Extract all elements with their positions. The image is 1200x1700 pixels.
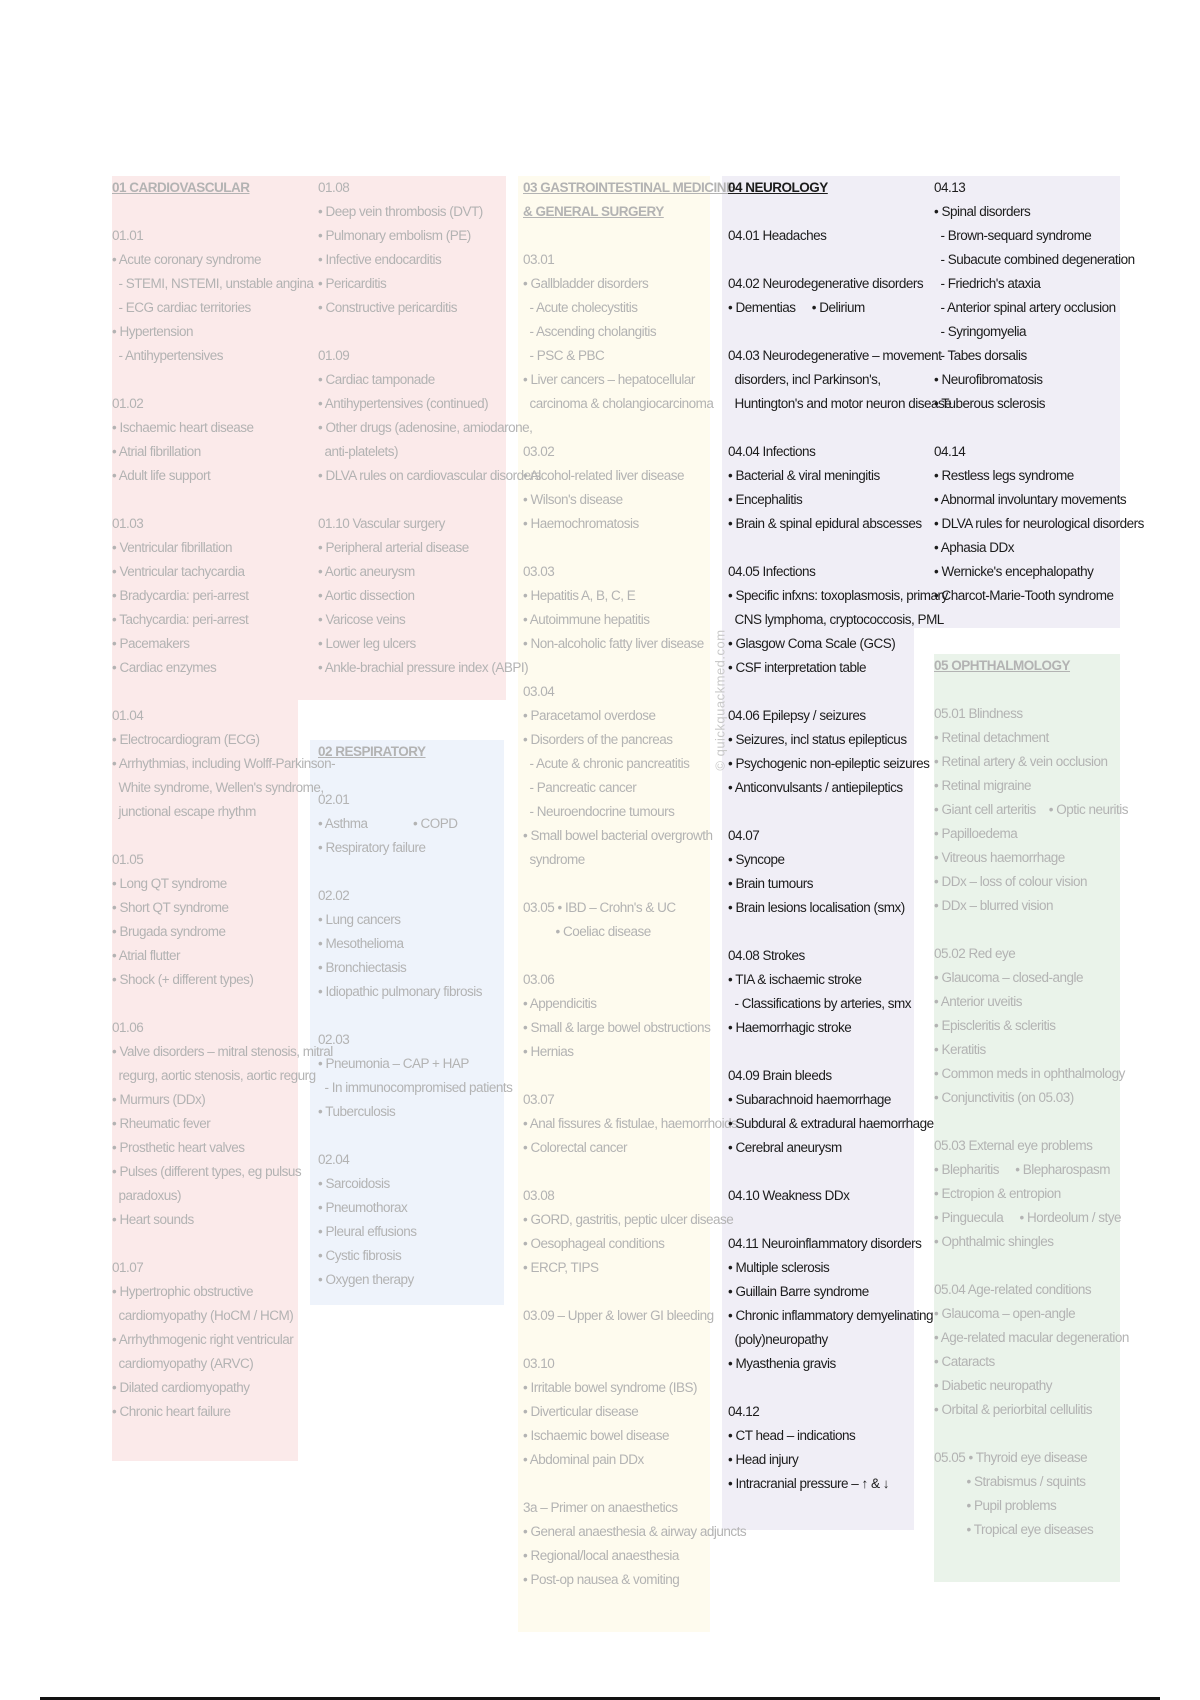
list-item: 04.11 Neuroinflammatory disorders bbox=[728, 1236, 922, 1251]
list-item: • Pleural effusions bbox=[318, 1224, 417, 1239]
spacer bbox=[318, 1004, 512, 1028]
list-item: • Chronic inflammatory demyelinating bbox=[728, 1308, 934, 1323]
list-item: • Atrial flutter bbox=[112, 948, 181, 963]
spacer bbox=[112, 992, 335, 1016]
spacer bbox=[728, 320, 951, 344]
list-item: • Rheumatic fever bbox=[112, 1116, 211, 1131]
list-item: • Pulses (different types, eg pulsus bbox=[112, 1164, 302, 1179]
list-item: cardiomyopathy (HoCM / HCM) bbox=[112, 1308, 294, 1323]
section-title: & GENERAL SURGERY bbox=[523, 204, 664, 219]
spacer bbox=[934, 1254, 1129, 1278]
list-item: • Valve disorders – mitral stenosis, mitral bbox=[112, 1044, 333, 1059]
list-item: • Hernias bbox=[523, 1044, 574, 1059]
list-item: • Syncope bbox=[728, 852, 785, 867]
list-item: • Multiple sclerosis bbox=[728, 1260, 830, 1275]
list-item: • Disorders of the pancreas bbox=[523, 732, 673, 747]
list-item: 04.02 Neurodegenerative disorders bbox=[728, 276, 924, 291]
list-item: 01.06 bbox=[112, 1020, 144, 1035]
spacer bbox=[112, 200, 335, 224]
list-item: 02.03 bbox=[318, 1032, 350, 1047]
list-item: - Ascending cholangitis bbox=[523, 324, 657, 339]
list-item: syndrome bbox=[523, 852, 585, 867]
list-item: 03.01 bbox=[523, 252, 555, 267]
list-item: - Subacute combined degeneration bbox=[934, 252, 1135, 267]
list-item: • Short QT syndrome bbox=[112, 900, 229, 915]
spacer bbox=[523, 1160, 746, 1184]
list-item: • Cataracts bbox=[934, 1354, 995, 1369]
list-item: • Vitreous haemorrhage bbox=[934, 850, 1065, 865]
list-item: White syndrome, Wellen's syndrome, bbox=[112, 780, 324, 795]
spacer bbox=[112, 824, 335, 848]
list-item: • Episcleritis & scleritis bbox=[934, 1018, 1056, 1033]
list-item: • Pericarditis bbox=[318, 276, 387, 291]
list-item: • Anticonvulsants / antiepileptics bbox=[728, 780, 903, 795]
list-item: - STEMI, NSTEMI, unstable angina bbox=[112, 276, 314, 291]
list-item: • Ischaemic heart disease bbox=[112, 420, 254, 435]
neurology-continued-column bbox=[934, 176, 1144, 608]
list-item: • Abnormal involuntary movements bbox=[934, 492, 1127, 507]
list-item: • Cerebral aneurysm bbox=[728, 1140, 842, 1155]
list-item: • Diverticular disease bbox=[523, 1404, 639, 1419]
list-item: 04.09 Brain bleeds bbox=[728, 1068, 832, 1083]
spacer bbox=[728, 200, 951, 224]
list-item: 01.03 bbox=[112, 516, 144, 531]
section-title: 02 RESPIRATORY bbox=[318, 744, 426, 759]
list-item: 01.05 bbox=[112, 852, 144, 867]
list-item: 03.08 bbox=[523, 1188, 555, 1203]
spacer bbox=[112, 680, 335, 704]
list-item: • Restless legs syndrome bbox=[934, 468, 1074, 483]
list-item: • Charcot-Marie-Tooth syndrome bbox=[934, 588, 1114, 603]
list-item: • Orbital & periorbital cellulitis bbox=[934, 1402, 1093, 1417]
list-item: • Constructive pericarditis bbox=[318, 300, 458, 315]
list-item: • TIA & ischaemic stroke bbox=[728, 972, 862, 987]
list-item: • Infective endocarditis bbox=[318, 252, 442, 267]
list-item: 03.03 bbox=[523, 564, 555, 579]
list-item: • Cardiac enzymes bbox=[112, 660, 217, 675]
list-item: 01.01 bbox=[112, 228, 144, 243]
list-item: - In immunocompromised patients bbox=[318, 1080, 513, 1095]
spacer bbox=[934, 1422, 1129, 1446]
list-item: • Subarachnoid haemorrhage bbox=[728, 1092, 891, 1107]
spacer bbox=[728, 1160, 951, 1184]
list-item: 01.07 bbox=[112, 1260, 144, 1275]
spacer bbox=[318, 1124, 512, 1148]
list-item: • Common meds in ophthalmology bbox=[934, 1066, 1125, 1081]
list-item: 02.04 bbox=[318, 1152, 350, 1167]
list-item: • Giant cell arteritis • Optic neuritis bbox=[934, 802, 1129, 817]
list-item: 05.04 Age-related conditions bbox=[934, 1282, 1092, 1297]
section-title: 03 GASTROINTESTINAL MEDICINE bbox=[523, 180, 735, 195]
list-item: 04.06 Epilepsy / seizures bbox=[728, 708, 866, 723]
list-item: - Neuroendocrine tumours bbox=[523, 804, 675, 819]
spacer bbox=[728, 536, 951, 560]
list-item: • Brain tumours bbox=[728, 876, 814, 891]
list-item: • Anal fissures & fistulae, haemorrhoids bbox=[523, 1116, 738, 1131]
spacer bbox=[318, 320, 541, 344]
list-item: • Dilated cardiomyopathy bbox=[112, 1380, 250, 1395]
list-item: • Hypertension bbox=[112, 324, 194, 339]
list-item: • Coeliac disease bbox=[523, 924, 651, 939]
spacer bbox=[523, 416, 746, 440]
list-item: - Antihypertensives bbox=[112, 348, 224, 363]
list-item: 03.07 bbox=[523, 1092, 555, 1107]
list-item: • Retinal artery & vein occlusion bbox=[934, 754, 1108, 769]
neurology-column bbox=[728, 176, 951, 1496]
list-item: - Classifications by arteries, smx bbox=[728, 996, 912, 1011]
list-item: • Varicose veins bbox=[318, 612, 406, 627]
list-item: • Bradycardia: peri-arrest bbox=[112, 588, 249, 603]
list-item: • Haemochromatosis bbox=[523, 516, 639, 531]
spacer bbox=[934, 918, 1129, 942]
list-item: • Glaucoma – open-angle bbox=[934, 1306, 1076, 1321]
list-item: • Encephalitis bbox=[728, 492, 803, 507]
list-item: (poly)neuropathy bbox=[728, 1332, 828, 1347]
list-item: • Tuberous sclerosis bbox=[934, 396, 1046, 411]
list-item: • Glasgow Coma Scale (GCS) bbox=[728, 636, 896, 651]
list-item: 04.08 Strokes bbox=[728, 948, 805, 963]
list-item: • Conjunctivitis (on 05.03) bbox=[934, 1090, 1074, 1105]
list-item: carcinoma & cholangiocarcinoma bbox=[523, 396, 714, 411]
list-item: 01.09 bbox=[318, 348, 350, 363]
list-item: • Bronchiectasis bbox=[318, 960, 407, 975]
list-item: • Liver cancers – hepatocellular bbox=[523, 372, 695, 387]
list-item: - Acute cholecystitis bbox=[523, 300, 638, 315]
list-item: • DDx – loss of colour vision bbox=[934, 874, 1088, 889]
list-item: 05.02 Red eye bbox=[934, 946, 1016, 961]
list-item: • Oxygen therapy bbox=[318, 1272, 414, 1287]
list-item: anti-platelets) bbox=[318, 444, 399, 459]
list-item: Huntington's and motor neuron disease bbox=[728, 396, 952, 411]
list-item: - Acute & chronic pancreatitis bbox=[523, 756, 690, 771]
spacer bbox=[523, 536, 746, 560]
list-item: • Post-op nausea & vomiting bbox=[523, 1572, 680, 1587]
list-item: - ECG cardiac territories bbox=[112, 300, 251, 315]
list-item: • Sarcoidosis bbox=[318, 1176, 390, 1191]
list-item: • Strabismus / squints bbox=[934, 1474, 1086, 1489]
list-item: • Seizures, incl status epilepticus bbox=[728, 732, 907, 747]
spacer bbox=[934, 1110, 1129, 1134]
list-item: • Bacterial & viral meningitis bbox=[728, 468, 880, 483]
list-item: 02.01 bbox=[318, 792, 350, 807]
list-item: • DLVA rules on cardiovascular disorders bbox=[318, 468, 541, 483]
list-item: • Long QT syndrome bbox=[112, 876, 227, 891]
list-item: • Prosthetic heart valves bbox=[112, 1140, 245, 1155]
list-item: • Lower leg ulcers bbox=[318, 636, 416, 651]
list-item: 03.09 – Upper & lower GI bleeding bbox=[523, 1308, 714, 1323]
list-item: • CSF interpretation table bbox=[728, 660, 867, 675]
list-item: • Hypertrophic obstructive bbox=[112, 1284, 254, 1299]
list-item: junctional escape rhythm bbox=[112, 804, 256, 819]
list-item: • Acute coronary syndrome bbox=[112, 252, 262, 267]
list-item: 05.05 • Thyroid eye disease bbox=[934, 1450, 1088, 1465]
list-item: • Pacemakers bbox=[112, 636, 190, 651]
list-item: - Pancreatic cancer bbox=[523, 780, 637, 795]
list-item: • Wilson's disease bbox=[523, 492, 623, 507]
list-item: • Dementias • Delirium bbox=[728, 300, 865, 315]
list-item: • Neurofibromatosis bbox=[934, 372, 1043, 387]
list-item: - Anterior spinal artery occlusion bbox=[934, 300, 1116, 315]
list-item: • DLVA rules for neurological disorders bbox=[934, 516, 1144, 531]
list-item: CNS lymphoma, cryptococcosis, PML bbox=[728, 612, 944, 627]
list-item: • Pneumothorax bbox=[318, 1200, 408, 1215]
list-item: • Retinal detachment bbox=[934, 730, 1049, 745]
list-item: 04.03 Neurodegenerative – movement bbox=[728, 348, 942, 363]
list-item: • Guillain Barre syndrome bbox=[728, 1284, 869, 1299]
section-title: 05 OPHTHALMOLOGY bbox=[934, 658, 1071, 673]
list-item: • Regional/local anaesthesia bbox=[523, 1548, 679, 1563]
list-item: 01.02 bbox=[112, 396, 144, 411]
spacer bbox=[728, 248, 951, 272]
list-item: • Colorectal cancer bbox=[523, 1140, 628, 1155]
list-item: 01.10 Vascular surgery bbox=[318, 516, 445, 531]
list-item: • Spinal disorders bbox=[934, 204, 1031, 219]
list-item: • Ophthalmic shingles bbox=[934, 1234, 1054, 1249]
list-item: 03.05 • IBD – Crohn's & UC bbox=[523, 900, 676, 915]
list-item: • Retinal migraine bbox=[934, 778, 1032, 793]
list-item: 3a – Primer on anaesthetics bbox=[523, 1500, 678, 1515]
list-item: • Specific infxns: toxoplasmosis, primary bbox=[728, 588, 948, 603]
spacer bbox=[318, 488, 541, 512]
list-item: • Respiratory failure bbox=[318, 840, 426, 855]
list-item: 01.08 bbox=[318, 180, 350, 195]
list-item: • Tropical eye diseases bbox=[934, 1522, 1094, 1537]
list-item: • Psychogenic non-epileptic seizures bbox=[728, 756, 930, 771]
list-item: • Appendicitis bbox=[523, 996, 597, 1011]
spacer bbox=[728, 680, 951, 704]
list-item: 05.01 Blindness bbox=[934, 706, 1023, 721]
list-item: 03.10 bbox=[523, 1356, 555, 1371]
list-item: • Head injury bbox=[728, 1452, 799, 1467]
list-item: • ERCP, TIPS bbox=[523, 1260, 599, 1275]
list-item: 04.05 Infections bbox=[728, 564, 816, 579]
list-item: • General anaesthesia & airway adjuncts bbox=[523, 1524, 747, 1539]
list-item: • Ventricular fibrillation bbox=[112, 540, 233, 555]
spacer bbox=[523, 1280, 746, 1304]
list-item: • Brugada syndrome bbox=[112, 924, 226, 939]
spacer bbox=[523, 1064, 746, 1088]
list-item: • Wernicke's encephalopathy bbox=[934, 564, 1094, 579]
list-item: - PSC & PBC bbox=[523, 348, 605, 363]
list-item: • Tachycardia: peri-arrest bbox=[112, 612, 249, 627]
spacer bbox=[112, 368, 335, 392]
list-item: - Tabes dorsalis bbox=[934, 348, 1027, 363]
list-item: • Other drugs (adenosine, amiodarone, bbox=[318, 420, 533, 435]
ophthalmology-column bbox=[934, 654, 1129, 1542]
spacer bbox=[728, 920, 951, 944]
cardiovascular-column bbox=[112, 176, 335, 1424]
list-item: • CT head – indications bbox=[728, 1428, 856, 1443]
spacer bbox=[728, 1376, 951, 1400]
list-item: • GORD, gastritis, peptic ulcer disease bbox=[523, 1212, 734, 1227]
list-item: • Blepharitis • Blepharospasm bbox=[934, 1162, 1111, 1177]
list-item: • Tuberculosis bbox=[318, 1104, 396, 1119]
list-item: 04.12 bbox=[728, 1404, 760, 1419]
spacer bbox=[523, 944, 746, 968]
list-item: • Age-related macular degeneration bbox=[934, 1330, 1129, 1345]
list-item: • Aphasia DDx bbox=[934, 540, 1015, 555]
spacer bbox=[112, 488, 335, 512]
section-title: 01 CARDIOVASCULAR bbox=[112, 180, 250, 195]
list-item: • Ankle-brachial pressure index (ABPI) bbox=[318, 660, 529, 675]
spacer bbox=[523, 1328, 746, 1352]
list-item: • Aortic dissection bbox=[318, 588, 415, 603]
list-item: disorders, incl Parkinson's, bbox=[728, 372, 881, 387]
list-item: • Heart sounds bbox=[112, 1212, 194, 1227]
spacer bbox=[112, 1232, 335, 1256]
list-item: 04.01 Headaches bbox=[728, 228, 827, 243]
list-item: • Arrhythmogenic right ventricular bbox=[112, 1332, 294, 1347]
list-item: 03.06 bbox=[523, 972, 555, 987]
list-item: • Pinguecula • Hordeolum / stye bbox=[934, 1210, 1122, 1225]
list-item: • Asthma • COPD bbox=[318, 816, 458, 831]
spacer bbox=[728, 1040, 951, 1064]
spacer bbox=[728, 1208, 951, 1232]
list-item: • Antihypertensives (continued) bbox=[318, 396, 489, 411]
list-item: 01.04 bbox=[112, 708, 144, 723]
list-item: • Mesothelioma bbox=[318, 936, 404, 951]
spacer bbox=[523, 224, 746, 248]
spacer bbox=[318, 764, 512, 788]
list-item: 04.13 bbox=[934, 180, 966, 195]
list-item: - Friedrich's ataxia bbox=[934, 276, 1041, 291]
section-title: 04 NEUROLOGY bbox=[728, 180, 828, 195]
spacer bbox=[934, 416, 1144, 440]
list-item: 04.14 bbox=[934, 444, 966, 459]
list-item: 02.02 bbox=[318, 888, 350, 903]
list-item: • Ischaemic bowel disease bbox=[523, 1428, 670, 1443]
spacer bbox=[523, 1472, 746, 1496]
spacer bbox=[728, 800, 951, 824]
list-item: • Glaucoma – closed-angle bbox=[934, 970, 1084, 985]
list-item: • Myasthenia gravis bbox=[728, 1356, 836, 1371]
list-item: • Haemorrhagic stroke bbox=[728, 1020, 852, 1035]
list-item: • Autoimmune hepatitis bbox=[523, 612, 650, 627]
list-item: • Ectropion & entropion bbox=[934, 1186, 1061, 1201]
list-item: 04.04 Infections bbox=[728, 444, 816, 459]
list-item: • Atrial fibrillation bbox=[112, 444, 201, 459]
respiratory-column bbox=[318, 740, 512, 1292]
list-item: • Alcohol-related liver disease bbox=[523, 468, 685, 483]
list-item: • Subdural & extradural haemorrhage bbox=[728, 1116, 934, 1131]
list-item: • Pupil problems bbox=[934, 1498, 1057, 1513]
watermark: © quickquackmed.com bbox=[712, 629, 728, 771]
list-item: 04.07 bbox=[728, 828, 760, 843]
list-item: • Chronic heart failure bbox=[112, 1404, 231, 1419]
list-item: • Keratitis bbox=[934, 1042, 986, 1057]
spacer bbox=[934, 678, 1129, 702]
list-item: • Ventricular tachycardia bbox=[112, 564, 245, 579]
list-item: • Small bowel bacterial overgrowth bbox=[523, 828, 713, 843]
list-item: • Arrhythmias, including Wolff-Parkinson- bbox=[112, 756, 336, 771]
list-item: • Electrocardiogram (ECG) bbox=[112, 732, 260, 747]
list-item: • DDx – blurred vision bbox=[934, 898, 1054, 913]
list-item: • Shock (+ different types) bbox=[112, 972, 254, 987]
spacer bbox=[523, 872, 746, 896]
list-item: • Diabetic neuropathy bbox=[934, 1378, 1053, 1393]
gastrointestinal-column bbox=[523, 176, 746, 1592]
list-item: • Non-alcoholic fatty liver disease bbox=[523, 636, 704, 651]
list-item: • Intracranial pressure – ↑ & ↓ bbox=[728, 1476, 890, 1491]
list-item: • Brain & spinal epidural abscesses bbox=[728, 516, 922, 531]
list-item: • Adult life support bbox=[112, 468, 211, 483]
list-item: • Oesophageal conditions bbox=[523, 1236, 665, 1251]
list-item: 05.03 External eye problems bbox=[934, 1138, 1093, 1153]
list-item: • Hepatitis A, B, C, E bbox=[523, 588, 636, 603]
list-item: • Deep vein thrombosis (DVT) bbox=[318, 204, 483, 219]
list-item: 04.10 Weakness DDx bbox=[728, 1188, 850, 1203]
list-item: • Cystic fibrosis bbox=[318, 1248, 402, 1263]
list-item: • Murmurs (DDx) bbox=[112, 1092, 206, 1107]
list-item: • Abdominal pain DDx bbox=[523, 1452, 644, 1467]
list-item: cardiomyopathy (ARVC) bbox=[112, 1356, 254, 1371]
list-item: • Brain lesions localisation (smx) bbox=[728, 900, 905, 915]
list-item: regurg, aortic stenosis, aortic regurg bbox=[112, 1068, 316, 1083]
list-item: • Gallbladder disorders bbox=[523, 276, 649, 291]
list-item: 03.04 bbox=[523, 684, 555, 699]
list-item: • Anterior uveitis bbox=[934, 994, 1023, 1009]
list-item: • Pulmonary embolism (PE) bbox=[318, 228, 471, 243]
list-item: 03.02 bbox=[523, 444, 555, 459]
spacer bbox=[318, 860, 512, 884]
list-item: • Pneumonia – CAP + HAP bbox=[318, 1056, 469, 1071]
list-item: • Paracetamol overdose bbox=[523, 708, 656, 723]
list-item: • Cardiac tamponade bbox=[318, 372, 435, 387]
list-item: • Irritable bowel syndrome (IBS) bbox=[523, 1380, 698, 1395]
cardiovascular-continued-column bbox=[318, 176, 541, 680]
list-item: • Aortic aneurysm bbox=[318, 564, 415, 579]
list-item: • Peripheral arterial disease bbox=[318, 540, 469, 555]
list-item: • Idiopathic pulmonary fibrosis bbox=[318, 984, 483, 999]
spacer bbox=[728, 416, 951, 440]
list-item: - Syringomyelia bbox=[934, 324, 1027, 339]
list-item: paradoxus) bbox=[112, 1188, 182, 1203]
list-item: • Papilloedema bbox=[934, 826, 1018, 841]
list-item: • Lung cancers bbox=[318, 912, 401, 927]
list-item: • Small & large bowel obstructions bbox=[523, 1020, 711, 1035]
list-item: - Brown-sequard syndrome bbox=[934, 228, 1092, 243]
